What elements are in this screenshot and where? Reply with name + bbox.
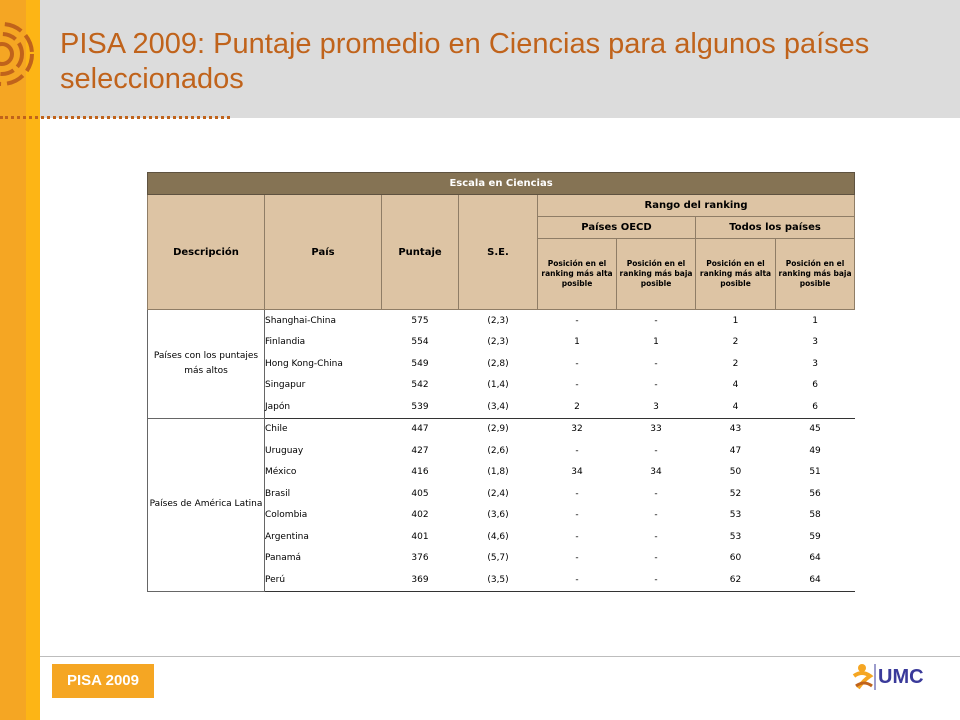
cell-todos-alta: 53 <box>729 531 742 542</box>
cell-oecd-baja: - <box>654 531 658 542</box>
cell-pais: Shanghai-China <box>265 315 337 326</box>
cell-pais: Hong Kong-China <box>265 358 343 369</box>
header-todos: Todos los países <box>696 217 855 239</box>
cell-todos-alta: 43 <box>729 424 742 435</box>
cell-todos-baja: 6 <box>812 380 818 391</box>
cell-pais: Brasil <box>265 488 291 499</box>
cell-pais: México <box>265 467 297 478</box>
cell-puntaje: 402 <box>411 510 429 521</box>
left-accent-bar <box>0 0 26 720</box>
cell-pais: Perú <box>265 569 382 591</box>
cell-oecd-baja: - <box>617 569 696 591</box>
cell-puntaje: 575 <box>411 315 429 326</box>
cell-todos-alta: 47 <box>729 445 742 456</box>
header-pais: País <box>265 195 382 310</box>
cell-puntaje: 405 <box>411 488 429 499</box>
cell-se: (4,6) <box>487 531 509 542</box>
cell-se: (2,9) <box>487 424 509 435</box>
footer-divider <box>40 656 960 657</box>
header-puntaje: Puntaje <box>382 195 459 310</box>
cell-se: (2,4) <box>487 488 509 499</box>
cell-oecd-baja: - <box>654 380 658 391</box>
swirl-logo-icon <box>0 6 40 102</box>
cell-se: (2,3) <box>487 337 509 348</box>
cell-puntaje: 401 <box>411 531 429 542</box>
header-se: S.E. <box>459 195 538 310</box>
cell-se: (5,7) <box>487 553 509 564</box>
cell-todos-baja: 56 <box>809 488 821 499</box>
table-row <box>148 310 855 332</box>
group-label: Países de América Latina <box>148 418 265 591</box>
cell-todos-alta: 53 <box>729 510 742 521</box>
cell-oecd-baja: 3 <box>617 396 696 418</box>
table-row <box>148 418 855 440</box>
cell-oecd-baja: - <box>654 445 658 456</box>
footer-label: PISA 2009 <box>52 664 154 698</box>
cell-todos-baja: 45 <box>809 424 821 435</box>
table-body <box>148 310 855 592</box>
cell-oecd-baja: 33 <box>650 424 662 435</box>
cell-oecd-baja: 1 <box>653 337 659 348</box>
cell-pais: Chile <box>265 424 288 435</box>
cell-todos-baja: 3 <box>812 337 818 348</box>
cell-oecd-alta: - <box>575 531 579 542</box>
left-accent-bar-inner <box>26 0 40 720</box>
cell-puntaje: 369 <box>382 569 459 591</box>
cell-se: (1,4) <box>487 380 509 391</box>
header-rango: Rango del ranking <box>538 195 855 217</box>
header-oecd: Países OECD <box>538 217 696 239</box>
group-label: Países con los puntajes más altos <box>148 310 265 419</box>
header-descripcion: Descripción <box>148 195 265 310</box>
cell-puntaje: 539 <box>382 396 459 418</box>
cell-oecd-baja: - <box>654 358 658 369</box>
cell-todos-baja: 51 <box>809 467 821 478</box>
cell-oecd-baja: - <box>654 488 658 499</box>
cell-todos-alta: 1 <box>732 315 739 326</box>
cell-se: (2,3) <box>487 315 509 326</box>
cell-oecd-alta: - <box>575 553 579 564</box>
cell-todos-baja: 1 <box>812 315 818 326</box>
cell-todos-baja: 3 <box>812 358 818 369</box>
cell-oecd-alta: - <box>538 569 617 591</box>
header-todos-baja: Posición en el ranking más baja posible <box>776 239 855 310</box>
cell-oecd-alta: - <box>575 315 579 326</box>
cell-pais: Colombia <box>265 510 308 521</box>
cell-pais: Singapur <box>265 380 306 391</box>
cell-puntaje: 549 <box>411 358 429 369</box>
cell-puntaje: 542 <box>411 380 429 391</box>
cell-todos-baja: 64 <box>776 569 855 591</box>
cell-pais: Finlandia <box>265 337 306 348</box>
cell-todos-alta: 2 <box>732 337 739 348</box>
cell-oecd-alta: - <box>575 488 579 499</box>
cell-oecd-alta: 32 <box>571 424 583 435</box>
cell-oecd-baja: - <box>654 315 658 326</box>
cell-todos-baja: 49 <box>809 445 821 456</box>
pisa-science-table <box>147 172 855 592</box>
cell-puntaje: 416 <box>411 467 429 478</box>
cell-todos-alta: 2 <box>732 358 739 369</box>
cell-todos-alta: 4 <box>732 380 739 391</box>
cell-puntaje: 447 <box>411 424 429 435</box>
title-dotted-divider <box>0 116 230 125</box>
cell-se: (2,6) <box>487 445 509 456</box>
cell-puntaje: 376 <box>411 553 429 564</box>
cell-se: (2,8) <box>487 358 509 369</box>
header-todos-alta: Posición en el ranking más alta posible <box>696 239 776 310</box>
cell-todos-alta: 50 <box>729 467 742 478</box>
cell-se: (1,8) <box>487 467 509 478</box>
cell-oecd-baja: - <box>654 553 658 564</box>
page-title: PISA 2009: Puntaje promedio en Ciencias para algunos países seleccionados <box>60 28 870 95</box>
header-oecd-alta: Posición en el ranking más alta posible <box>538 239 617 310</box>
cell-se: (3,5) <box>459 569 538 591</box>
cell-todos-alta: 52 <box>729 488 742 499</box>
cell-oecd-alta: 34 <box>571 467 583 478</box>
cell-oecd-alta: 2 <box>538 396 617 418</box>
cell-todos-baja: 64 <box>809 553 821 564</box>
umc-logo-text: UMC <box>878 666 924 688</box>
cell-todos-baja: 59 <box>809 531 821 542</box>
cell-pais: Panamá <box>265 553 302 564</box>
cell-pais: Uruguay <box>265 445 304 456</box>
cell-oecd-alta: - <box>575 380 579 391</box>
cell-oecd-alta: 1 <box>574 337 580 348</box>
cell-pais: Argentina <box>265 531 309 542</box>
cell-todos-baja: 6 <box>776 396 855 418</box>
header-oecd-baja: Posición en el ranking más baja posible <box>617 239 696 310</box>
cell-todos-alta: 60 <box>729 553 742 564</box>
cell-oecd-baja: 34 <box>650 467 662 478</box>
cell-todos-baja: 58 <box>809 510 821 521</box>
cell-oecd-baja: - <box>654 510 658 521</box>
cell-oecd-alta: - <box>575 510 579 521</box>
cell-puntaje: 427 <box>411 445 429 456</box>
scale-header: Escala en Ciencias <box>148 173 855 195</box>
cell-oecd-alta: - <box>575 445 579 456</box>
cell-puntaje: 554 <box>411 337 429 348</box>
cell-todos-alta: 4 <box>696 396 776 418</box>
cell-oecd-alta: - <box>575 358 579 369</box>
cell-se: (3,4) <box>459 396 538 418</box>
cell-todos-alta: 62 <box>696 569 776 591</box>
cell-se: (3,6) <box>487 510 509 521</box>
cell-pais: Japón <box>265 396 382 418</box>
